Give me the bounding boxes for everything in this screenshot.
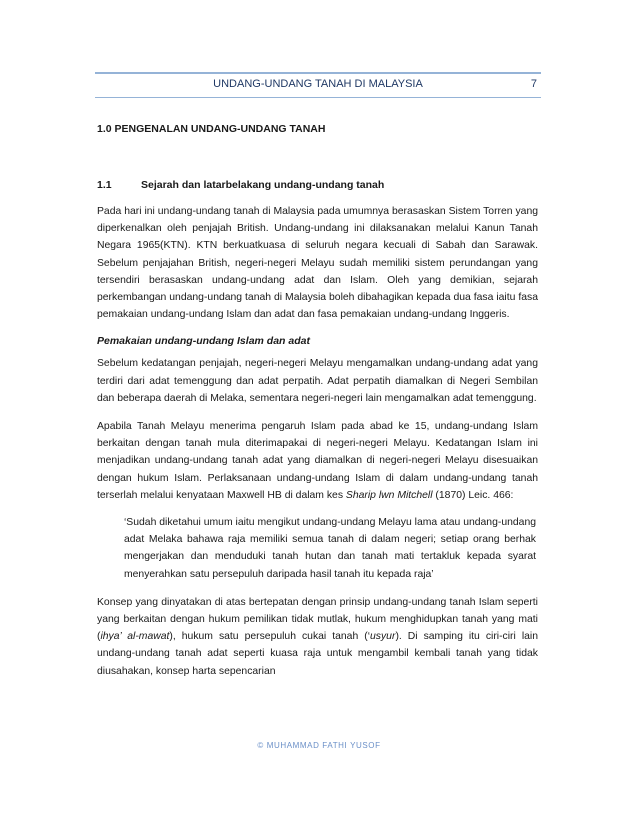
- paragraph-3-text-b: ), hukum satu persepuluh cukai tanah (‘: [169, 631, 371, 643]
- subsection-paragraph-3: [97, 594, 538, 680]
- subsection-paragraph-1: Sebelum kedatangan penjajah, negeri-negeri Melayu mengamalkan undang-undang adat yang terdiri dari adat temenggung dan adat perpatih. Adat perpatih diamalkan di Negeri Sembilan dan beberapa daerah di Melaka, sementara negeri-negeri lain mengamalkan adat temenggung.: [97, 358, 538, 404]
- case-name: Sharip lwn Mitchell: [345, 489, 433, 501]
- paragraph-2-text: Apabila Tanah Melayu menerima pengaruh Islam pada abad ke 15, undang-undang Islam berkaitan dengan tanah mula diterimapakai di negeri-negeri Melayu. Kedatangan Islam ini menjadikan undang-undang tanah adat yang diamalkan di negeri-negeri Melayu disesuaikan dengan hukum Islam. Perlaksanaan undang-undang Islam di dalam undang-undang tanah terserlah melalui kenyataan Maxwell HB di dalam kes: [97, 421, 538, 501]
- running-header: [95, 72, 541, 98]
- page-content: [97, 122, 538, 680]
- paragraph-3-text-c: ). Di samping itu ciri-ciri lain undang-undang tanah adat seperti kuasa raja untuk mengambil kembali tanah yang tidak diusahakan, konsep harta sepencarian: [97, 631, 538, 677]
- chapter-heading: 1.0 PENGENALAN UNDANG-UNDANG TANAH: [97, 123, 326, 135]
- block-quote: ‘Sudah diketahui umum iaitu mengikut undang-undang Melayu lama atau undang-undang adat Melaka bahawa raja memiliki semua tanah di dalam negeri; setiap orang berhak mengerjakan dan menduduki tanah hutan dan tanah mati tertakluk kepada syarat menyerahkan satu persepuluh daripada hasil tanah itu kepada raja’: [124, 517, 536, 580]
- page-number: 7: [530, 78, 537, 90]
- term-usyur: usyur: [370, 631, 396, 643]
- paragraph-3-text-a: Konsep yang dinyatakan di atas bertepatan dengan prinsip undang-undang tanah Islam seperti yang berkaitan dengan hukum pemilikan tidak mutlak, hukum menghidupkan tanah yang mati (: [97, 596, 538, 643]
- case-citation: (1870) Leic. 466:: [432, 489, 514, 501]
- term-ihya: ihya’ al-mawat: [100, 631, 170, 643]
- footer-copyright: © MUHAMMAD FATHI YUSOF: [257, 741, 381, 750]
- header-title: UNDANG-UNDANG TANAH DI MALAYSIA: [213, 78, 423, 90]
- section-title: Sejarah dan latarbelakang undang-undang tanah: [141, 179, 385, 191]
- section-paragraph: Pada hari ini undang-undang tanah di Malaysia pada umumnya berasaskan Sistem Torren yang diperkenalkan oleh penjajah British. Undang-undang ini dilaksanakan melalui Kanun Tanah Negara 1965(KTN). KTN berkuatkuasa di seluruh negara kecuali di Sabah dan Sarawak. Sebelum penjajahan British, negeri-negeri Melayu sudah memiliki sistem perundangan yang tersendiri berasaskan undang-undang adat dan Islam. Oleh yang demikian, sejarah perkembangan undang-undang tanah di Malaysia boleh dibahagikan kepada dua fasa iaitu fasa pemakaian undang-undang Islam dan adat dan fasa pemakaian undang-undang Inggeris.: [97, 206, 538, 321]
- section-heading: [97, 178, 538, 192]
- section-number: 1.1: [97, 179, 112, 191]
- subsection-paragraph-2: [97, 418, 538, 504]
- subsection-heading: Pemakaian undang-undang Islam dan adat: [97, 335, 310, 348]
